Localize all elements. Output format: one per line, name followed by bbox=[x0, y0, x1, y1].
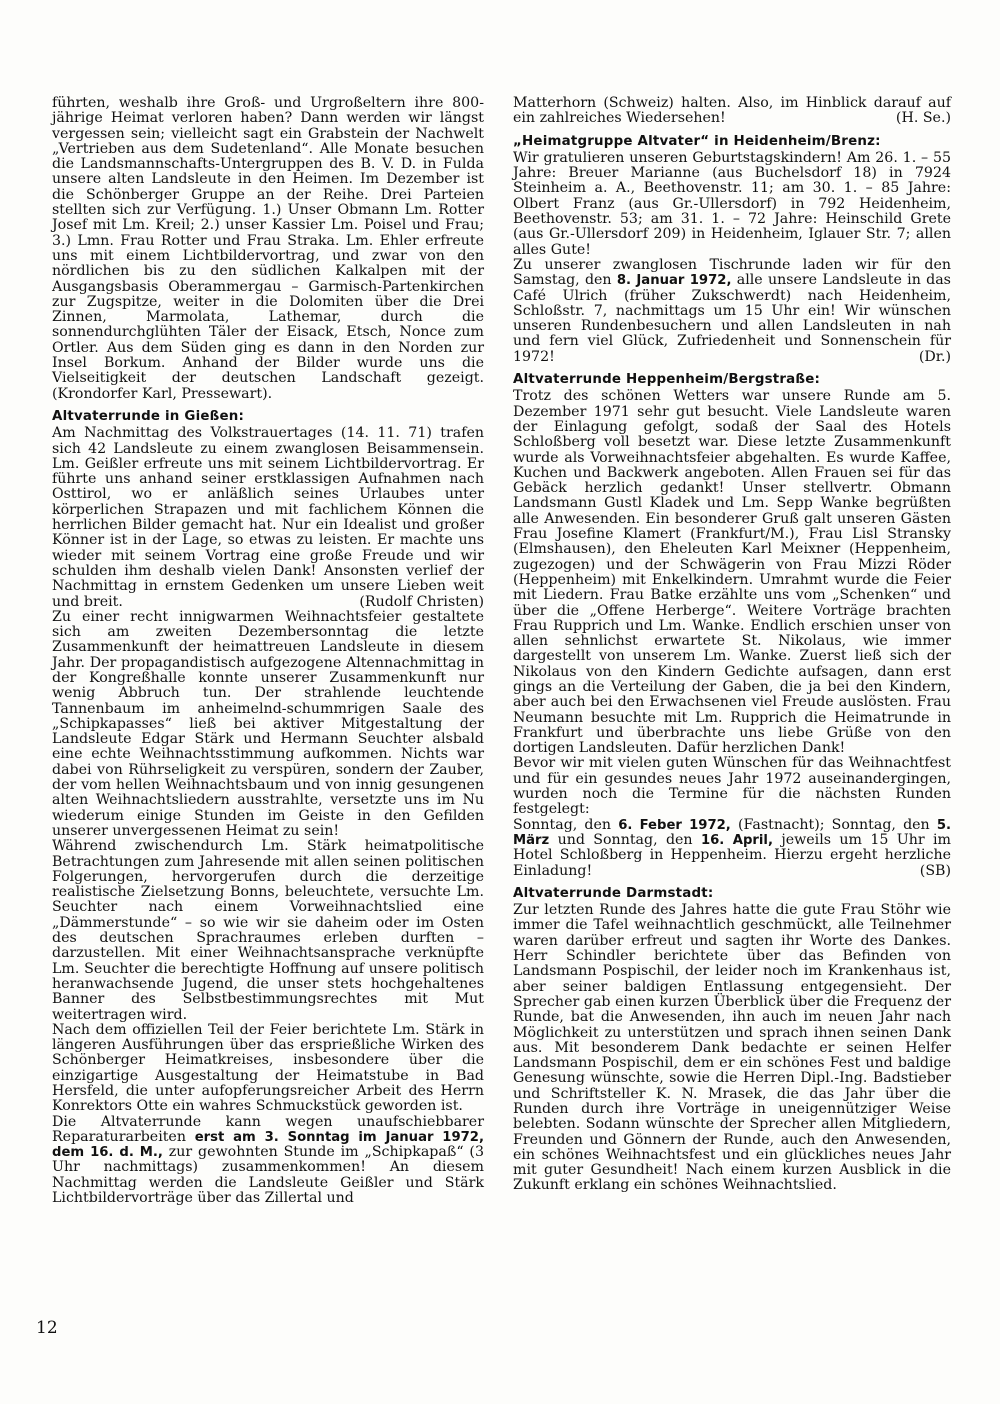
author-signature: (SB) bbox=[919, 862, 951, 879]
page-number: 12 bbox=[36, 1318, 58, 1338]
paragraph-text: Matterhorn (Schweiz) halten. Also, im Hinblick darauf auf ein zahlreiches Wiedersehen! bbox=[513, 95, 951, 127]
paragraph-text: Zu unserer zwanglosen Tischrunde laden wir für den Samstag, den bbox=[513, 256, 951, 289]
paragraph: führten, weshalb ihre Groß- und Urgroßeltern ihre 800-jährige Heimat verloren haben? Dann werden wir längst vergessen sein; vielleicht sagt ein Grabstein der Nachwelt „Vertrieben aus dem Sudetenland“. Alle Monate besuchen die Landsmannschafts-Untergruppen des B. V. D. in Fulda unsere alten Landsleute in den Heimen. Im Dezember ist die Schönberger Gruppe an der Reihe. Drei Parteien stellten sich zur Verfügung. 1.) Unser Obmann Lm. Rotter Josef mit Lm. Kreil; 2.) unser Kassier Lm. Poisel und Frau; 3.) Lmn. Frau Rotter und Frau Straka. Lm. Ehler erfreute uns mit einem Lichtbildervortrag, und zwar von den nördlichen bis zu den südlichen Kalkalpen mit der Ausgangsbasis Oberammergau – Garmisch-Partenkirchen zur Zugspitze, weiter in die Dolomiten über die Drei Zinnen, Marmolata, Lathemar, durch die sonnendurchglühten Täler der Eisack, Etsch, Nonce zum Ortler. Aus dem Süden ging es dann in den Norden zur Insel Borkum. Anhand der Bilder wurde uns die Vielseitigkeit der deutschen Landschaft gezeigt. (Krondorfer Karl, Pressewart). bbox=[52, 95, 484, 402]
paragraph-text: jeweils um 15 Uhr im Hotel Schloßberg in Heppenheim. Hierzu ergeht herzliche Einladung! bbox=[513, 831, 952, 879]
author-signature: (H. Se.) bbox=[895, 110, 951, 127]
paragraph-text: (Fastnacht); Sonntag, den bbox=[737, 816, 930, 833]
emphasized-date: 16. April, bbox=[700, 832, 773, 848]
left-column bbox=[52, 96, 484, 1206]
paragraph bbox=[513, 96, 951, 127]
paragraph bbox=[513, 258, 951, 365]
paragraph: Zur letzten Runde des Jahres hatte die gute Frau Stöhr wie immer die Tafel weihnachtlich geschmückt, alle Teilnehmer waren darüber erfreut und sagten ihr Worte des Dankes. Herr Schindler berichtete über das Befinden von Landsmann Pospischil, der leider noch im Krankenhaus ist, aber seiner baldigen Entlassung entgegensieht. Der Sprecher gab einen kurzen Überblick über die Frequenz der Runde, bat die Anwesenden, ihn auch im neuen Jahr nach Möglichkeit zu unterstützen und sprach ihnen seinen Dank aus. Mit besonderem Dank bedachte er seinen Helfer Landsmann Pospischil, dem er ein schönes Fest und baldige Genesung wünschte, sowie die Herren Dipl.-Ing. Badstieber und Schriftsteller K. N. Mrasek, die das Jahr über die Runden durch ihre Vorträge in uneigennütziger Weise belebten. Sodann wünschte der Sprecher allen Mitgliedern, Freunden und Gönnern der Runde, auch den Anwesenden, ein schönes Weihnachtsfest und ein glückliches neues Jahr mit guter Gesundheit! Nach einem kurzen Ausblick in die Zukunft erklang ein schönes Weihnachtslied. bbox=[513, 902, 951, 1194]
paragraph-text: zur gewohnten Stunde im „Schipkapaß“ (3 Uhr nachmittags) zusammenkommen! An diesem Nachmittag werden die Landsleute Geißler und Stärk Lichtbildervorträge über das Zillertal und bbox=[52, 1144, 484, 1207]
emphasized-date: 5. März bbox=[513, 817, 952, 848]
paragraph-text: Sonntag, den bbox=[513, 816, 612, 833]
paragraph-text: alle unsere Landsleute in das Café Ulrich (früher Zukschwerdt) nach Heidenheim, Schloßstr. 7, nachmittags um 15 Uhr ein! Wir wünschen unseren Rundenbesuchern und allen Landsleuten in nah und fern viel Glück, Zufriedenheit und Sonnenschein für 1972! bbox=[513, 272, 951, 365]
paragraph: Nach dem offiziellen Teil der Feier berichtete Lm. Stärk in längeren Ausführungen über das ersprießliche Wirken des Schönberger Heimatkreises, insbesondere über die einzigartige Ausgestaltung der Heimatstube in Bad Hersfeld, die unter aufopferungsreicher Arbeit des Herrn Konrektors Otte ein wahres Schmuckstück geworden ist. bbox=[52, 1021, 484, 1115]
author-signature: (Dr.) bbox=[918, 348, 951, 365]
section-heading-darmstadt: Altvaterrunde Darmstadt: bbox=[513, 885, 714, 901]
paragraph: Zu einer recht innigwarmen Weihnachtsfeier gestaltete sich am zweiten Dezembersonntag die letzte Zusammenkunft der heimattreuen Landsleute in diesem Jahr. Der propagandistisch aufgezogene Altennachmittag in der Kongreßhalle konnte unserer Zusammenkunft nur wenig Abbruch tun. Der strahlende leuchtende Tannenbaum im anheimelnd-schummrigen Saale des „Schipkapasses“ ließ bei aktiver Mitgestaltung der Landsleute Edgar Stärk und Hermann Seuchter alsbald eine echte Weihnachtsstimmung aufkommen. Nichts war dabei von Rührseligkeit zu verspüren, sondern der Zauber, der vom hellen Weihnachtsbaum und von innig gesungenen alten Weihnachtsliedern ausstrahlte, versetzte uns im Nu wiederum einige Stunden im Geiste in den Gefilden unserer unvergessenen Heimat zu sein! bbox=[52, 608, 484, 839]
paragraph: Während zwischendurch Lm. Stärk heimatpolitische Betrachtungen zum Jahresende mit allen seinen politischen Folgerungen, hervorgerufen durch die derzeitige realistische Zielsetzung Bonns, beleuchtete, versuchte Lm. Seuchter nach einem Vorweihnachtslied eine „Dämmerstunde“ – so wie wir sie daheim oder im Osten des deutschen Sprachraumes erleben durften – darzustellen. Mit einer Weihnachtsansprache verknüpfte Lm. Seuchter die berechtigte Hoffnung auf unsere politisch heranwachsende Jugend, die unser stets hochgehaltenes Banner des Selbstbestimmungsrechtes mit Mut weitertragen wird. bbox=[52, 838, 484, 1023]
section-heading-heidenheim: „Heimatgruppe Altvater“ in Heidenheim/Brenz: bbox=[513, 133, 881, 149]
section-heading-giessen: Altvaterrunde in Gießen: bbox=[52, 408, 245, 424]
paragraph bbox=[513, 818, 951, 879]
right-column bbox=[513, 96, 951, 1194]
paragraph: Trotz des schönen Wetters war unsere Runde am 5. Dezember 1971 sehr gut besucht. Viele Landsleute waren der Einlagung gefolgt, sodaß der Saal des Hotels Schloßberg voll besetzt war. Diese letzte Zusammenkunft wurde als Vorweihnachtsfeier abgehalten. Es wurde Kaffee, Kuchen und Backwerk angeboten. Allen Frauen sei für das Gebäck herzlich gedankt! Unser stellvertr. Obmann Landsmann Gustl Kladek und Lm. Sepp Wanke begrüßten alle Anwesenden. Ein besonderer Gruß galt unseren Gästen Frau Josefine Klamert (Frankfurt/M.), Frau Lisl Stransky (Elmshausen), den Eheleuten Karl Meixner (Heppenheim, zugezogen) und der Schwägerin von Frau Mizzi Röder (Heppenheim) mit Enkelkindern. Umrahmt wurde die Feier mit Liedern. Frau Batke erzählte uns vom „Schenken“ und über die „Offene Herberge“. Weitere Vorträge brachten Frau Rupprich und Lm. Wanke. Endlich erschien unser von allen sehnlichst erwartete St. Nikolaus, wie immer dargestellt von unserem Lm. Wanke. Zuerst ließ sich der Nikolaus von den Kindern Gedichte aufsagen, dann erst gings an die Verteilung der Gaben, die ja bei den Kindern, aber auch bei den Erwachsenen viel Freude auslösten. Frau Neumann besuchte mit Lm. Rupprich die Heimatrunde in Frankfurt und überbrachte uns liebe Grüße von den dortigen Landsleuten. Dafür herzlichen Dank! bbox=[513, 388, 951, 757]
emphasized-date: erst am 3. Sonntag im Januar 1972, dem 16. d. M., bbox=[52, 1129, 484, 1161]
emphasized-date: 8. Januar 1972, bbox=[616, 273, 732, 289]
paragraph bbox=[52, 426, 484, 610]
paragraph-text: Am Nachmittag des Volkstrauertages (14. 11. 71) trafen sich 42 Landsleute zu einem zwanglosen Beisammensein. Lm. Geißler erfreute uns mit seinem Lichtbildervortrag. Er führte uns anhand seiner erstklassigen Aufnahmen nach Osttirol, wo er anläßlich seines Urlaubes unter körperlichen Strapazen und mit fachlichem Können die herrlichen Bilder gemacht hat. Nur ein Idealist und großer Könner ist in der Lage, so etwas zu leisten. Er machte uns wieder mit seinem Vortrag eine große Freude und wir schulden ihm deshalb vielen Dank! Ansonsten verlief der Nachmittag in ernstem Gedenken um unsere Lieben weit und breit. bbox=[52, 425, 484, 610]
section-heading-heppenheim: Altvaterrunde Heppenheim/Bergstraße: bbox=[513, 372, 821, 388]
emphasized-date: 6. Feber 1972, bbox=[618, 817, 731, 833]
paragraph: Wir gratulieren unseren Geburtstagskindern! Am 26. 1. – 55 Jahre: Breuer Marianne (aus Buchelsdorf 18) in 7924 Steinheim a. A., Beethovenstr. 11; am 30. 1. – 85 Jahre: Olbert Franz (aus Gr.-Ullersdorf) in 792 Heidenheim, Beethovenstr. 53; am 31. 1. – 72 Jahre: Heinschild Grete (aus Gr.-Ullersdorf 209) in Heidenheim, Iglauer Str. 7; allen alles Gute! bbox=[513, 149, 951, 258]
paragraph bbox=[52, 1115, 484, 1207]
paragraph: Bevor wir mit vielen guten Wünschen für das Weihnachtfest und für ein gesundes neues Jahr 1972 auseinandergingen, wurden noch die Termine für die nächsten Runden festgelegt: bbox=[513, 755, 951, 818]
paragraph-text: Die Altvaterrunde kann wegen unaufschiebbarer Reparaturarbeiten bbox=[52, 1113, 484, 1145]
author-signature: (Rudolf Christen) bbox=[359, 593, 484, 610]
paragraph-text: und Sonntag, den bbox=[557, 831, 693, 848]
